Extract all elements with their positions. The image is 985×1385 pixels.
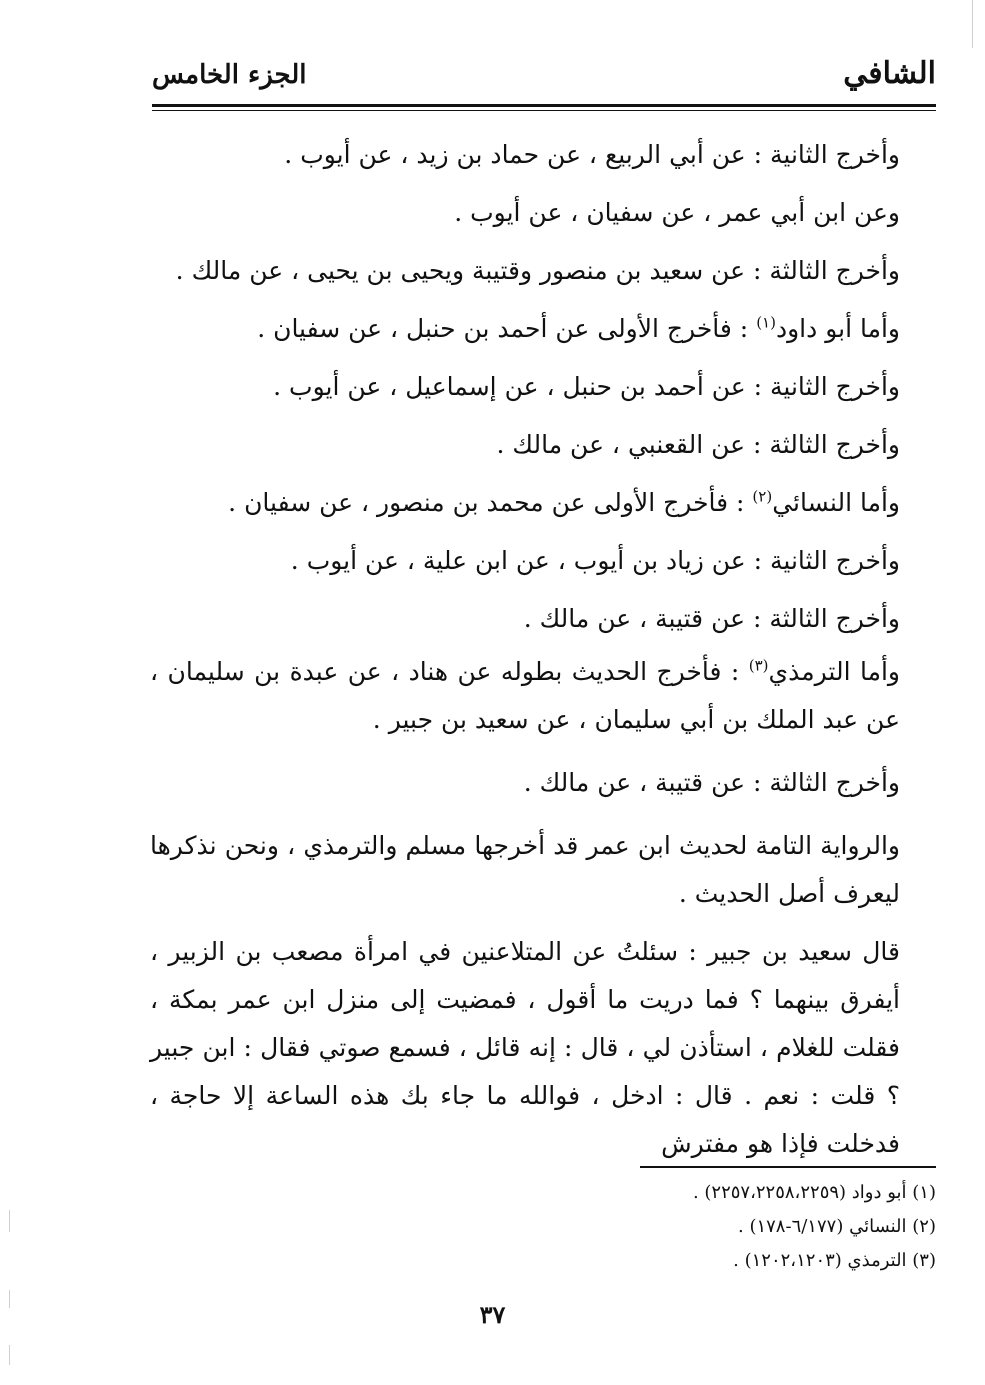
footnote-ref: (١) <box>756 313 776 332</box>
running-header <box>152 52 936 106</box>
book-title: الشافي <box>843 56 936 91</box>
paragraph <box>150 300 900 358</box>
paragraph: وأخرج الثانية : عن أبي الربيع ، عن حماد بن زيد ، عن أيوب . <box>284 140 900 169</box>
paragraph: وأخرج الثالثة : عن قتيبة ، عن مالك . <box>523 768 900 797</box>
paragraph-text: وأما النسائي <box>772 488 900 517</box>
paragraph <box>150 648 900 744</box>
paragraph-text: وأما الترمذي <box>768 657 900 686</box>
volume-label: الجزء الخامس <box>152 60 307 90</box>
header-rule-thick <box>152 104 936 107</box>
main-text <box>150 126 900 1168</box>
footnote-ref: (٣) <box>748 656 769 675</box>
footnotes <box>560 1176 936 1278</box>
paragraph: وأخرج الثالثة : عن قتيبة ، عن مالك . <box>523 604 900 633</box>
paragraph: وأخرج الثالثة : عن القعنبي ، عن مالك . <box>496 430 900 459</box>
paragraph: قال سعيد بن جبير : سئلتُ عن المتلاعنين في امرأة مصعب بن الزبير ، أيفرق بينهما ؟ فما دريت ما أقول ، فمضيت إلى منزل ابن عمر بمكة ، فقلت للغلام ، استأذن لي ، قال : إنه قائل ، فسمع صوتي فقال : ابن جبير ؟ قلت : نعم . قال : ادخل ، فوالله ما جاء بك هذه الساعة إلا حاجة ، فدخلت فإذا هو مفترش <box>150 937 900 1158</box>
page-number: ٣٧ <box>479 1300 506 1329</box>
footnote-separator <box>640 1166 936 1168</box>
footnote-ref: (٢) <box>752 487 773 506</box>
scan-edge-mark <box>9 1345 10 1365</box>
footnote-item: (١) أبو دواد (٢٢٥٧،٢٢٥٨،٢٢٥٩) . <box>692 1182 936 1203</box>
scan-edge-mark <box>972 0 973 48</box>
paragraph-text: : فأخرج الأولى عن محمد بن منصور ، عن سفيان . <box>228 488 753 517</box>
footnote-item: (٣) الترمذي (١٢٠٢،١٢٠٣) . <box>733 1250 936 1271</box>
scan-edge-mark <box>9 1210 10 1232</box>
paragraph: وعن ابن أبي عمر ، عن سفيان ، عن أيوب . <box>454 198 900 227</box>
paragraph: وأخرج الثانية : عن أحمد بن حنبل ، عن إسماعيل ، عن أيوب . <box>273 372 900 401</box>
paragraph-text: : فأخرج الحديث بطوله عن هناد ، عن عبدة بن سليمان ، عن عبد الملك بن أبي سليمان ، عن سعيد بن جبير . <box>150 657 900 734</box>
paragraph: والرواية التامة لحديث ابن عمر قد أخرجها مسلم والترمذي ، ونحن نذكرها ليعرف أصل الحديث . <box>150 831 900 908</box>
paragraph-text: وأما أبو داود <box>775 314 900 343</box>
header-rule-thin <box>152 110 936 111</box>
footnote-item: (٢) النسائي (٦/١٧٧-١٧٨) . <box>738 1216 936 1237</box>
paragraph-text: : فأخرج الأولى عن أحمد بن حنبل ، عن سفيان . <box>257 314 757 343</box>
paragraph: وأخرج الثانية : عن زياد بن أيوب ، عن ابن علية ، عن أيوب . <box>290 546 900 575</box>
paragraph <box>150 474 900 532</box>
paragraph: وأخرج الثالثة : عن سعيد بن منصور وقتيبة ويحيى بن يحيى ، عن مالك . <box>175 256 900 285</box>
